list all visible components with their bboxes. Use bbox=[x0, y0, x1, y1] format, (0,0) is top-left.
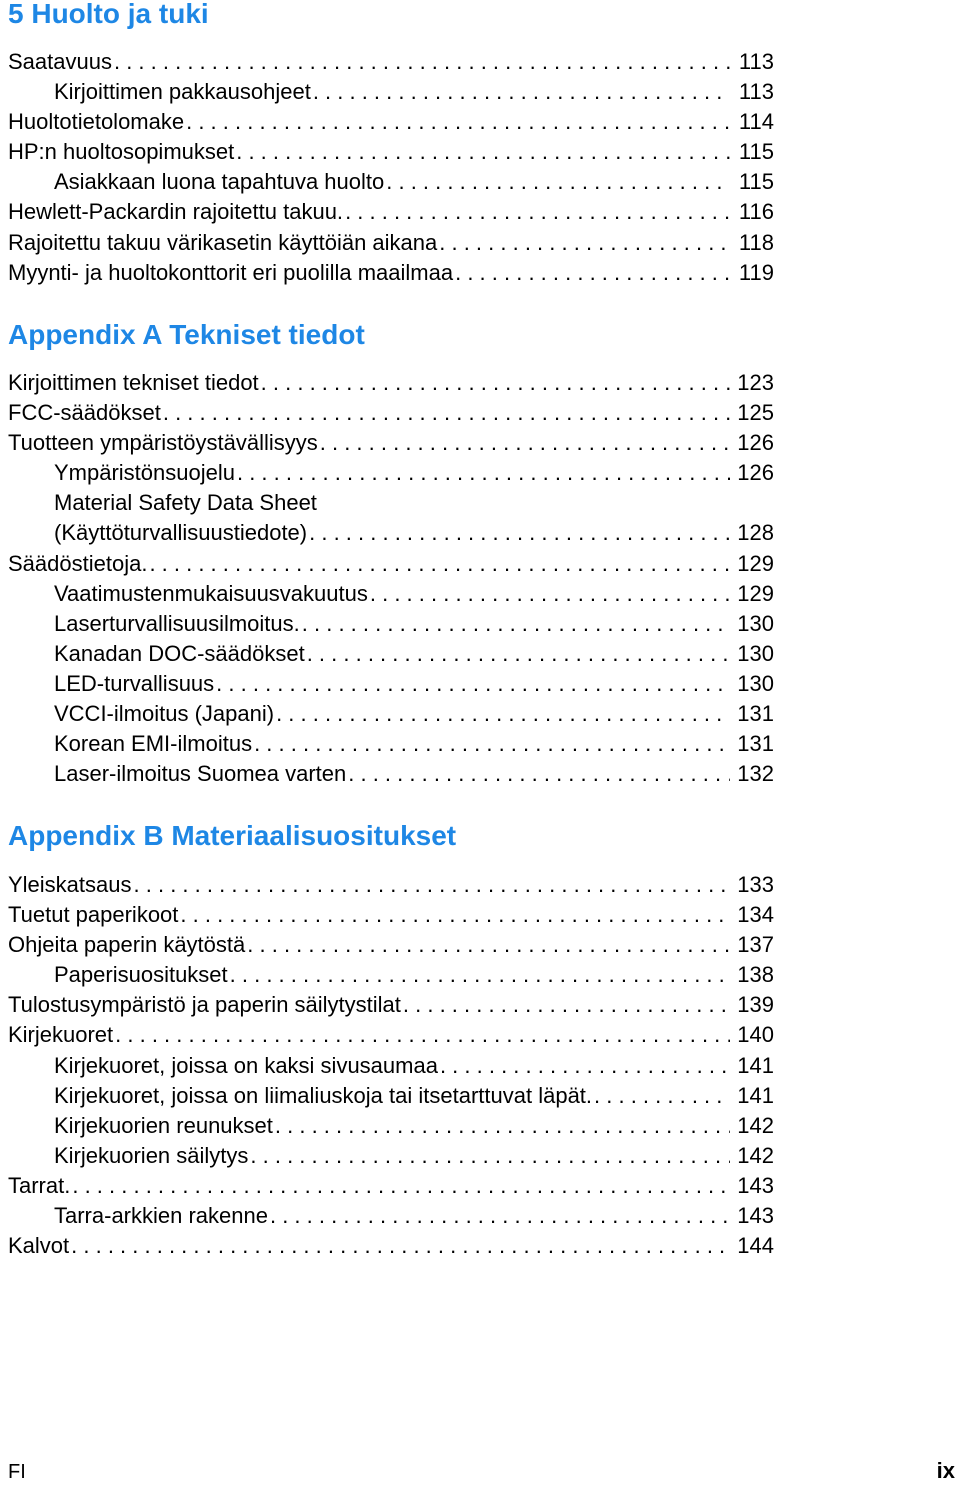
dot-leader bbox=[276, 699, 730, 729]
toc-entry[interactable] bbox=[8, 137, 774, 167]
toc-entry-page-number: 114 bbox=[738, 109, 774, 135]
toc-entry-page-number: 119 bbox=[738, 259, 774, 285]
toc-entry-title: Kirjoittimen pakkausohjeet bbox=[54, 79, 311, 105]
toc-entry-page-number: 130 bbox=[737, 640, 774, 666]
footer-language: FI bbox=[8, 1461, 26, 1483]
dot-leader bbox=[230, 960, 730, 990]
toc-entry-page-number: 113 bbox=[738, 49, 774, 74]
toc-entry[interactable] bbox=[8, 1020, 774, 1050]
toc-entry-title: VCCI-ilmoitus (Japani) bbox=[54, 701, 275, 727]
toc-entry[interactable] bbox=[8, 549, 774, 579]
toc-entry-title: Vaatimustenmukaisuusvakuutus bbox=[54, 580, 368, 606]
toc-entry[interactable] bbox=[8, 960, 774, 990]
dot-leader bbox=[307, 639, 730, 669]
toc-entry-title: Huoltotietolomake bbox=[8, 109, 185, 135]
toc-entry-page-number: 138 bbox=[737, 962, 774, 988]
toc-entry-title: Säädöstietoja. bbox=[8, 550, 148, 576]
toc-entry-title: Kirjekuorien säilytys bbox=[54, 1142, 249, 1168]
toc-entry-title: Yleiskatsaus bbox=[8, 872, 132, 897]
appendix-a-heading: Appendix A Tekniset tiedot bbox=[8, 319, 365, 350]
toc-entry-title: Kirjekuoret bbox=[8, 1022, 114, 1048]
toc-entry-row bbox=[8, 960, 774, 990]
toc-entry[interactable] bbox=[8, 990, 774, 1020]
toc-entry-row bbox=[8, 107, 774, 137]
toc-entry-title: Kirjekuorien reunukset bbox=[54, 1112, 273, 1138]
toc-entry-page-number: 129 bbox=[737, 580, 774, 606]
dot-leader bbox=[114, 47, 730, 77]
dot-leader bbox=[386, 167, 730, 197]
toc-entry-page-number: 143 bbox=[737, 1172, 774, 1198]
toc-entry[interactable] bbox=[8, 77, 774, 107]
toc-entry[interactable] bbox=[8, 197, 774, 227]
dot-leader bbox=[403, 990, 730, 1020]
toc-entry-title: Paperisuositukset bbox=[54, 962, 228, 988]
toc-entry[interactable] bbox=[8, 699, 774, 729]
toc-entry-title: Ympäristönsuojelu bbox=[54, 460, 235, 486]
toc-entry-title: (Käyttöturvallisuustiedote) bbox=[54, 520, 308, 546]
dot-leader bbox=[71, 1231, 730, 1261]
dot-leader bbox=[186, 107, 730, 137]
toc-entry-page-number: 137 bbox=[737, 932, 774, 958]
toc-entry[interactable] bbox=[8, 1081, 774, 1111]
toc-entry-page-number: 139 bbox=[737, 992, 774, 1018]
toc-entry[interactable] bbox=[8, 639, 774, 669]
toc-entry-title: Ohjeita paperin käytöstä bbox=[8, 932, 246, 958]
toc-entry-title: Tuotteen ympäristöystävällisyys bbox=[8, 430, 318, 456]
dot-leader bbox=[440, 1051, 730, 1081]
toc-entry-page-number: 131 bbox=[737, 731, 774, 757]
toc-entry-page-number: 113 bbox=[738, 79, 774, 105]
dot-leader bbox=[237, 458, 730, 488]
toc-entry[interactable] bbox=[8, 900, 774, 930]
toc-entry[interactable] bbox=[8, 759, 774, 789]
toc-entry-row bbox=[8, 1081, 774, 1111]
toc-entry-title: Kirjekuoret, joissa on kaksi sivusaumaa bbox=[54, 1052, 438, 1078]
toc-entry-page-number: 142 bbox=[737, 1142, 774, 1168]
toc-entry[interactable] bbox=[8, 428, 774, 458]
toc-entry[interactable] bbox=[8, 167, 774, 197]
dot-leader bbox=[134, 870, 730, 900]
dot-leader bbox=[270, 1201, 730, 1231]
chapter-toc-list bbox=[8, 47, 774, 288]
dot-leader bbox=[216, 669, 730, 699]
dot-leader bbox=[163, 398, 730, 428]
toc-entry-title: Tarrat. bbox=[8, 1172, 71, 1198]
toc-entry-page-number: 133 bbox=[737, 872, 774, 897]
toc-entry[interactable] bbox=[8, 398, 774, 428]
dot-leader bbox=[254, 729, 730, 759]
toc-entry[interactable] bbox=[8, 47, 774, 77]
toc-entry-row bbox=[8, 549, 774, 579]
toc-entry-row bbox=[8, 669, 774, 699]
toc-entry-row bbox=[8, 579, 774, 609]
toc-entry-row bbox=[8, 197, 774, 227]
toc-entry-row bbox=[8, 990, 774, 1020]
toc-entry[interactable] bbox=[8, 1051, 774, 1081]
toc-entry-page-number: 141 bbox=[737, 1052, 774, 1078]
toc-entry-title: Saatavuus bbox=[8, 49, 112, 74]
appendix-a-toc-list bbox=[8, 368, 774, 789]
toc-entry-row bbox=[8, 47, 774, 77]
toc-entry-title: Kanadan DOC-säädökset bbox=[54, 640, 305, 666]
toc-entry-row bbox=[8, 1201, 774, 1231]
toc-entry-page-number: 144 bbox=[737, 1233, 774, 1259]
toc-entry-page-number: 115 bbox=[738, 139, 774, 165]
dot-leader bbox=[72, 1171, 730, 1201]
toc-entry[interactable] bbox=[8, 1111, 774, 1141]
toc-entry[interactable] bbox=[8, 579, 774, 609]
dot-leader bbox=[455, 258, 730, 288]
toc-entry-page-number: 118 bbox=[738, 229, 774, 255]
toc-entry-row bbox=[8, 428, 774, 458]
toc-entry-page-number: 140 bbox=[737, 1022, 774, 1048]
toc-entry-row bbox=[8, 258, 774, 288]
dot-leader bbox=[236, 137, 730, 167]
dot-leader bbox=[250, 1141, 730, 1171]
toc-entry-page-number: 123 bbox=[737, 370, 774, 395]
toc-entry-page-number: 132 bbox=[737, 761, 774, 787]
dot-leader bbox=[313, 77, 730, 107]
toc-entry-page-number: 125 bbox=[737, 400, 774, 426]
toc-entry-page-number: 116 bbox=[738, 199, 774, 225]
toc-entry-row bbox=[8, 77, 774, 107]
toc-entry-row bbox=[8, 639, 774, 669]
toc-entry-page-number: 141 bbox=[737, 1082, 774, 1108]
toc-entry-title: Korean EMI-ilmoitus bbox=[54, 731, 253, 757]
dot-leader bbox=[149, 549, 730, 579]
toc-entry[interactable] bbox=[8, 1171, 774, 1201]
dot-leader bbox=[345, 197, 730, 227]
toc-entry-title: Asiakkaan luona tapahtuva huolto bbox=[54, 169, 385, 195]
dot-leader bbox=[370, 579, 730, 609]
toc-entry[interactable] bbox=[8, 930, 774, 960]
toc-entry-page-number: 126 bbox=[737, 460, 774, 486]
toc-entry[interactable] bbox=[8, 1231, 774, 1261]
toc-entry-title: LED-turvallisuus bbox=[54, 670, 215, 696]
toc-entry-row bbox=[8, 609, 774, 639]
toc-entry-page-number: 131 bbox=[737, 701, 774, 727]
toc-entry-page-number: 115 bbox=[738, 169, 774, 195]
toc-entry[interactable] bbox=[8, 107, 774, 137]
toc-entry-row bbox=[8, 228, 774, 258]
toc-entry-title: Myynti- ja huoltokonttorit eri puolilla maailmaa bbox=[8, 259, 454, 285]
toc-entry-page-number: 130 bbox=[737, 610, 774, 636]
appendix-b-toc-list bbox=[8, 870, 774, 1261]
toc-entry-page-number: 129 bbox=[737, 550, 774, 576]
toc-entry-row bbox=[8, 900, 774, 930]
toc-entry[interactable] bbox=[8, 488, 774, 548]
toc-entry-row bbox=[8, 137, 774, 167]
dot-leader bbox=[180, 900, 730, 930]
toc-entry[interactable] bbox=[8, 228, 774, 258]
toc-entry-title: HP:n huoltosopimukset bbox=[8, 139, 235, 165]
footer-page-number: ix bbox=[936, 1458, 955, 1483]
toc-entry-row bbox=[8, 759, 774, 789]
toc-entry-page-number: 142 bbox=[737, 1112, 774, 1138]
toc-entry-title: Tuetut paperikoot bbox=[8, 902, 179, 928]
toc-entry-row bbox=[8, 167, 774, 197]
toc-entry-title: Tulostusympäristö ja paperin säilytystilat bbox=[8, 992, 401, 1018]
toc-entry[interactable] bbox=[8, 368, 774, 398]
toc-entry-page-number: 130 bbox=[737, 670, 774, 696]
toc-entry-title: Kirjekuoret, joissa on liimaliuskoja tai itsetarttuvat läpät. bbox=[54, 1082, 593, 1108]
toc-entry-page-number: 143 bbox=[737, 1203, 774, 1229]
toc-entry-row bbox=[8, 1111, 774, 1141]
toc-entry[interactable] bbox=[8, 458, 774, 488]
dot-leader bbox=[309, 518, 730, 548]
toc-entry[interactable] bbox=[8, 729, 774, 759]
dot-leader bbox=[115, 1020, 730, 1050]
toc-entry-page-number: 126 bbox=[737, 430, 774, 456]
toc-entry-row bbox=[8, 518, 774, 548]
dot-leader bbox=[439, 228, 730, 258]
toc-entry-row bbox=[8, 1141, 774, 1171]
toc-entry-row bbox=[8, 368, 774, 398]
toc-entry-title: Laserturvallisuusilmoitus. bbox=[54, 610, 300, 636]
toc-entry[interactable] bbox=[8, 669, 774, 699]
toc-entry-row bbox=[8, 930, 774, 960]
toc-entry-row bbox=[8, 398, 774, 428]
dot-leader bbox=[302, 609, 730, 639]
toc-entry[interactable] bbox=[8, 258, 774, 288]
chapter-heading: 5 Huolto ja tuki bbox=[8, 0, 209, 29]
dot-leader bbox=[261, 368, 730, 398]
toc-entry[interactable] bbox=[8, 1201, 774, 1231]
toc-entry-title: Tarra-arkkien rakenne bbox=[54, 1203, 268, 1229]
toc-entry-title: Rajoitettu takuu värikasetin käyttöiän aikana bbox=[8, 229, 438, 255]
toc-entry[interactable] bbox=[8, 870, 774, 900]
toc-entry-row bbox=[8, 699, 774, 729]
toc-entry-title: Kirjoittimen tekniset tiedot bbox=[8, 370, 259, 395]
dot-leader bbox=[594, 1081, 730, 1111]
dot-leader bbox=[320, 428, 730, 458]
toc-entry-page-number: 128 bbox=[737, 520, 774, 546]
toc-entry-row bbox=[8, 458, 774, 488]
toc-entry-row bbox=[8, 1020, 774, 1050]
toc-entry-title: Laser-ilmoitus Suomea varten bbox=[54, 761, 347, 787]
toc-entry-title: Kalvot bbox=[8, 1233, 70, 1259]
toc-entry-row bbox=[8, 1231, 774, 1261]
toc-entry-title-line: Material Safety Data Sheet bbox=[54, 490, 317, 516]
toc-entry-title: FCC-säädökset bbox=[8, 400, 161, 426]
toc-entry-page-number: 134 bbox=[737, 902, 774, 928]
dot-leader bbox=[275, 1111, 730, 1141]
toc-entry-row bbox=[8, 1051, 774, 1081]
appendix-b-heading: Appendix B Materiaalisuositukset bbox=[8, 820, 457, 851]
toc-entry[interactable] bbox=[8, 609, 774, 639]
toc-entry-row bbox=[8, 729, 774, 759]
toc-entry-row bbox=[8, 870, 774, 900]
dot-leader bbox=[247, 930, 730, 960]
dot-leader bbox=[348, 759, 730, 789]
toc-entry-title: Hewlett-Packardin rajoitettu takuu. bbox=[8, 199, 344, 225]
toc-entry[interactable] bbox=[8, 1141, 774, 1171]
toc-entry-row bbox=[8, 1171, 774, 1201]
